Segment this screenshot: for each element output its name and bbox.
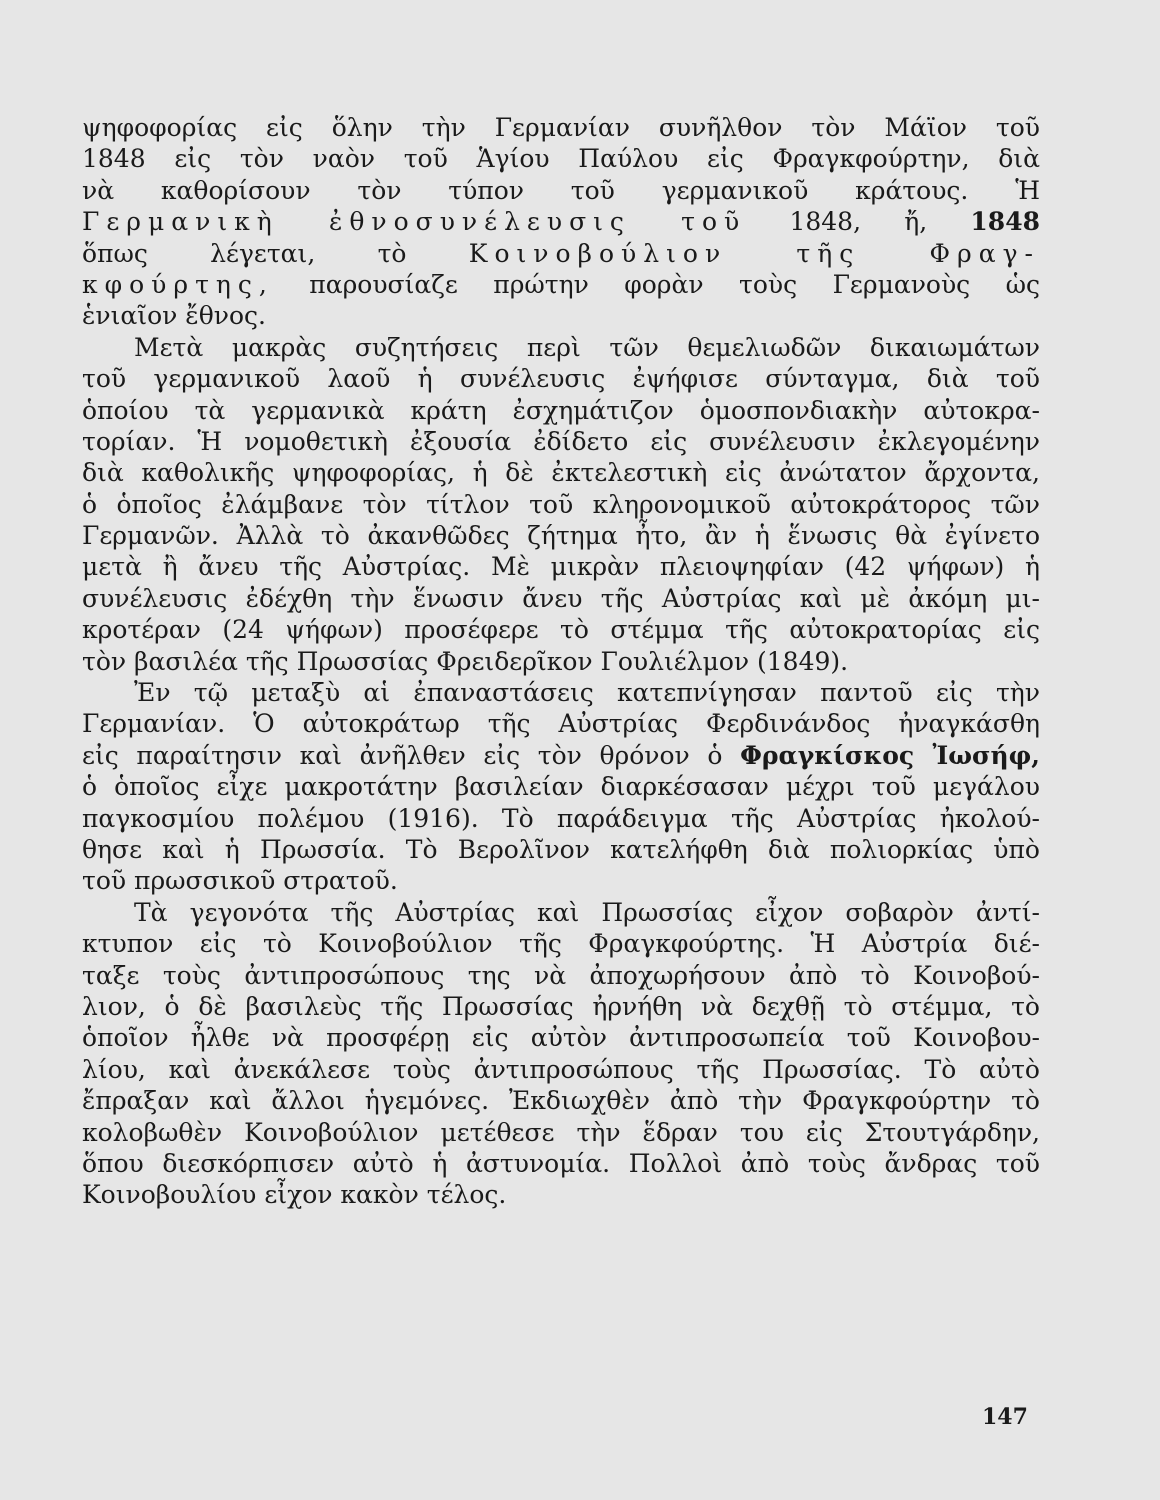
- text-line: κολοβωθὲν Κοινοβούλιον μετέθεσε τὴν ἕδραν του εἰς Στουτγάρδην,: [82, 1117, 1040, 1147]
- body-text: [82, 112, 1040, 1211]
- text-line: 1848 εἰς τὸν ναὸν τοῦ Ἁγίου Παύλου εἰς Φραγκφούρτην, διὰ: [82, 144, 1040, 174]
- spaced-emphasis: κφούρτης,: [82, 269, 274, 299]
- text-line: τορίαν. Ἡ νομοθετικὴ ἐξουσία ἐδίδετο εἰς συνέλευσιν ἐκλεγομένην: [82, 426, 1040, 456]
- text-line: ψηφοφορίας εἰς ὅλην τὴν Γερμανίαν συνῆλθον τὸν Μάϊον τοῦ: [82, 113, 1040, 142]
- text-line: [82, 206, 1040, 237]
- page-number: 147: [982, 1404, 1028, 1430]
- text-line: κροτέραν (24 ψήφων) προσέφερε τὸ στέμμα τῆς αὐτοκρατορίας εἰς: [82, 615, 1040, 645]
- text-line: Ἐν τῷ μεταξὺ αἱ ἐπαναστάσεις κατεπνίγησαν παντοῦ εἰς τὴν: [134, 678, 1040, 708]
- inline-text: εἰς παραίτησιν καὶ ἀνῆλθεν εἰς τὸν θρόνον ὁ: [82, 740, 741, 770]
- text-line: Μετὰ μακρὰς συζητήσεις περὶ τῶν θεμελιωδῶν δικαιωμάτων: [134, 332, 1040, 362]
- text-line: [82, 238, 1040, 269]
- text-line: Γερμανῶν. Ἀλλὰ τὸ ἀκανθῶδες ζήτημα ἦτο, ἂν ἡ ἕνωσις θὰ ἐγίνετο: [82, 521, 1040, 551]
- text-line: λίου, καὶ ἀνεκάλεσε τοὺς ἀντιπροσώπους τῆς Πρωσσίας. Τὸ αὐτὸ: [82, 1054, 1040, 1084]
- spaced-emphasis: Γερμανικὴ ἐθνοσυνέλευσις τοῦ: [82, 207, 747, 237]
- text-line: συνέλευσις ἐδέχθη τὴν ἕνωσιν ἄνευ τῆς Αὐστρίας καὶ μὲ ἀκόμη μι-: [82, 583, 1040, 613]
- text-line: διὰ καθολικῆς ψηφοφορίας, ἡ δὲ ἐκτελεστικὴ εἰς ἀνώτατον ἄρχοντα,: [82, 458, 1040, 488]
- text-line: τοῦ γερμανικοῦ λαοῦ ἡ συνέλευσις ἐψήφισε σύνταγμα, διὰ τοῦ: [82, 364, 1040, 394]
- inline-text: παρουσίαζε πρώτην φορὰν τοὺς Γερμανοὺς ὡς: [273, 269, 1040, 299]
- text-line: παγκοσμίου πολέμου (1916). Τὸ παράδειγμα τῆς Αὐστρίας ἠκολού-: [82, 803, 1040, 833]
- inline-text: 1848, ἤ,: [746, 207, 971, 237]
- text-line: Κοινοβουλίου εἶχον κακὸν τέλος.: [82, 1180, 507, 1210]
- bold-year: 1848: [970, 207, 1040, 237]
- text-line: μετὰ ἢ ἄνευ τῆς Αὐστρίας. Μὲ μικρὰν πλειοψηφίαν (42 ψήφων) ἡ: [82, 552, 1040, 582]
- spaced-emphasis: Κοινοβούλιον τῆς Φραγ-: [468, 238, 1040, 268]
- text-line: ταξε τοὺς ἀντιπροσώπους της νὰ ἀποχωρήσουν ἀπὸ τὸ Κοινοβού-: [82, 960, 1040, 990]
- text-line: [82, 740, 1040, 771]
- text-line: τοῦ πρωσσικοῦ στρατοῦ.: [82, 866, 398, 896]
- text-line: ὅπου διεσκόρπισεν αὐτὸ ἡ ἀστυνομία. Πολλοὶ ἀπὸ τοὺς ἄνδρας τοῦ: [82, 1148, 1040, 1178]
- text-line: Γερμανίαν. Ὁ αὐτοκράτωρ τῆς Αὐστρίας Φερδινάνδος ἠναγκάσθη: [82, 709, 1040, 739]
- text-line: λιον, ὁ δὲ βασιλεὺς τῆς Πρωσσίας ἠρνήθη νὰ δεχθῇ τὸ στέμμα, τὸ: [82, 991, 1040, 1021]
- bold-name: Φραγκίσκος Ἰωσήφ,: [740, 740, 1040, 770]
- text-line: ὁποίου τὰ γερμανικὰ κράτη ἐσχημάτιζον ὁμοσπονδιακὴν αὐτοκρα-: [82, 395, 1040, 425]
- text-line: ἑνιαῖον ἔθνος.: [82, 301, 266, 331]
- text-line: νὰ καθορίσουν τὸν τύπον τοῦ γερμανικοῦ κράτους. Ἡ: [82, 175, 1040, 205]
- text-line: θησε καὶ ἡ Πρωσσία. Τὸ Βερολῖνον κατελήφθη διὰ πολιορκίας ὑπὸ: [82, 834, 1040, 864]
- text-line: κτυπον εἰς τὸ Κοινοβούλιον τῆς Φραγκφούρτης. Ἡ Αὐστρία διέ-: [82, 929, 1040, 959]
- inline-text: ὅπως λέγεται, τὸ: [82, 238, 469, 268]
- text-line: [82, 269, 1040, 300]
- text-line: ἔπραξαν καὶ ἄλλοι ἡγεμόνες. Ἐκδιωχθὲν ἀπὸ τὴν Φραγκφούρτην τὸ: [82, 1086, 1040, 1116]
- text-line: ὁ ὁποῖος εἶχε μακροτάτην βασιλείαν διαρκέσασαν μέχρι τοῦ μεγάλου: [82, 772, 1040, 802]
- text-line: ὁ ὁποῖος ἐλάμβανε τὸν τίτλον τοῦ κληρονομικοῦ αὐτοκράτορος τῶν: [82, 489, 1040, 519]
- text-line: Τὰ γεγονότα τῆς Αὐστρίας καὶ Πρωσσίας εἶχον σοβαρὸν ἀντί-: [134, 897, 1040, 927]
- text-line: ὁποῖον ἦλθε νὰ προσφέρῃ εἰς αὐτὸν ἀντιπροσωπεία τοῦ Κοινοβου-: [82, 1023, 1040, 1053]
- text-line: τὸν βασιλέα τῆς Πρωσσίας Φρειδερῖκον Γουλιέλμον (1849).: [82, 646, 849, 676]
